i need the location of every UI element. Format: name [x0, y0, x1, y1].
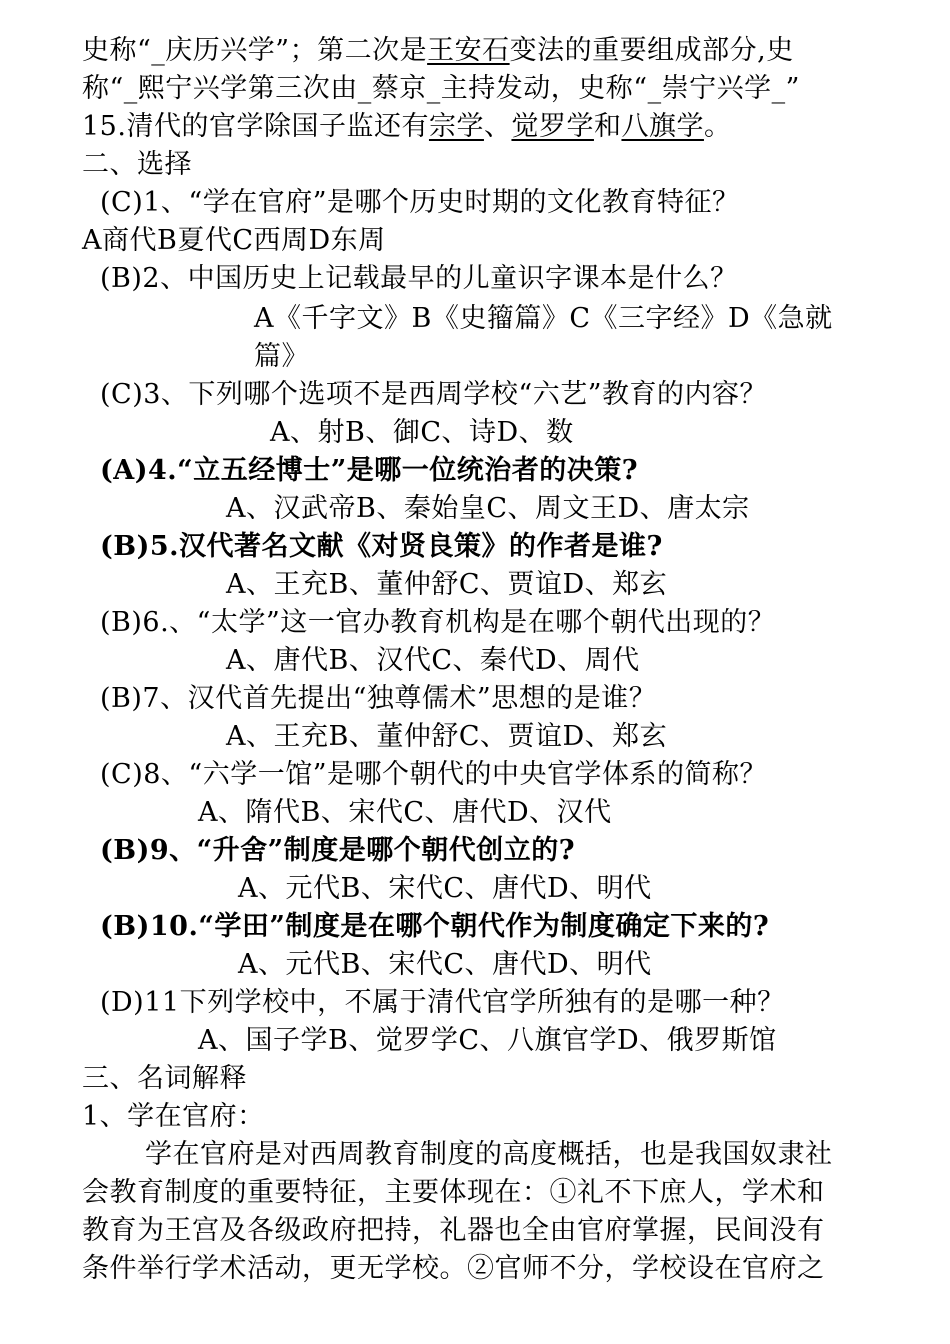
question-1: (C)1、“学在官府”是哪个历史时期的文化教育特征？: [100, 187, 740, 218]
question-10-options: A、元代B、宋代C、唐代D、明代: [238, 949, 652, 980]
question-6: (B)6.、“太学”这一官办教育机构是在哪个朝代出现的？: [100, 607, 776, 638]
question-8-options: A、隋代B、宋代C、唐代D、汉代: [198, 797, 612, 828]
text: 史称“_庆历兴学”；第二次是: [82, 35, 428, 66]
question-2-options: A《千字文》B《史籀篇》C《三字经》D《急就: [254, 303, 833, 334]
text: 变法的重要组成部分,史: [509, 35, 794, 66]
text: 。: [703, 111, 732, 142]
question-3-options: A、射B、御C、诗D、数: [270, 417, 574, 448]
question-2-options-cont: 篇》: [254, 341, 309, 372]
paragraph-line: 条件举行学术活动，更无学校。②官师不分，学校设在官府之: [82, 1253, 825, 1284]
underlined-answer: 宗学: [428, 111, 484, 142]
question-11: (D)11下列学校中，不属于清代官学所独有的是哪一种？: [100, 987, 785, 1018]
fill-in-line-2: 称“_熙宁兴学第三次由_蔡京_主持发动，史称“_崇宁兴学_”: [82, 73, 800, 104]
paragraph-line: 会教育制度的重要特征，主要体现在：①礼不下庶人，学术和: [82, 1177, 825, 1208]
question-6-options: A、唐代B、汉代C、秦代D、周代: [226, 645, 640, 676]
fill-in-line-1: [82, 34, 794, 70]
underlined-answer: 觉罗学: [511, 111, 594, 142]
section-heading: 三、名词解释: [82, 1063, 247, 1094]
paragraph-line: 学在官府是对西周教育制度的高度概括，也是我国奴隶社: [145, 1139, 833, 1170]
text: 15.清代的官学除国子监还有: [82, 111, 429, 142]
text: 和: [593, 111, 622, 142]
question-4: (A)4.“立五经博士”是哪一位统治者的决策?: [100, 455, 639, 486]
paragraph-line: 教育为王宫及各级政府把持，礼器也全由官府掌握，民间没有: [82, 1215, 825, 1246]
question-5: (B)5.汉代著名文献《对贤良策》的作者是谁?: [100, 531, 663, 562]
underlined-answer: 八旗学: [621, 111, 704, 142]
question-4-options: A、汉武帝B、秦始皇C、周文王D、唐太宗: [226, 493, 750, 524]
section-heading: 二、选择: [82, 149, 192, 180]
question-2: (B)2、中国历史上记载最早的儿童识字课本是什么？: [100, 263, 738, 294]
underlined-answer: 王安石: [427, 35, 510, 66]
text: 、: [483, 111, 512, 142]
fill-in-line-3: [82, 110, 731, 146]
question-10: (B)10.“学田”制度是在哪个朝代作为制度确定下来的?: [100, 911, 770, 942]
question-9-options: A、元代B、宋代C、唐代D、明代: [238, 873, 652, 904]
question-5-options: A、王充B、董仲舒C、贾谊D、郑玄: [226, 569, 668, 600]
question-1-options: A商代B夏代C西周D东周: [82, 225, 386, 256]
term-heading: 1、学在官府：: [82, 1101, 265, 1132]
question-7: (B)7、汉代首先提出“独尊儒术”思想的是谁？: [100, 683, 657, 714]
question-8: (C)8、“六学一馆”是哪个朝代的中央官学体系的简称？: [100, 759, 768, 790]
question-11-options: A、国子学B、觉罗学C、八旗官学D、俄罗斯馆: [198, 1025, 777, 1056]
question-7-options: A、王充B、董仲舒C、贾谊D、郑玄: [226, 721, 668, 752]
question-3: (C)3、下列哪个选项不是西周学校“六艺”教育的内容？: [100, 379, 768, 410]
question-9: (B)9、“升舍”制度是哪个朝代创立的?: [100, 835, 576, 866]
